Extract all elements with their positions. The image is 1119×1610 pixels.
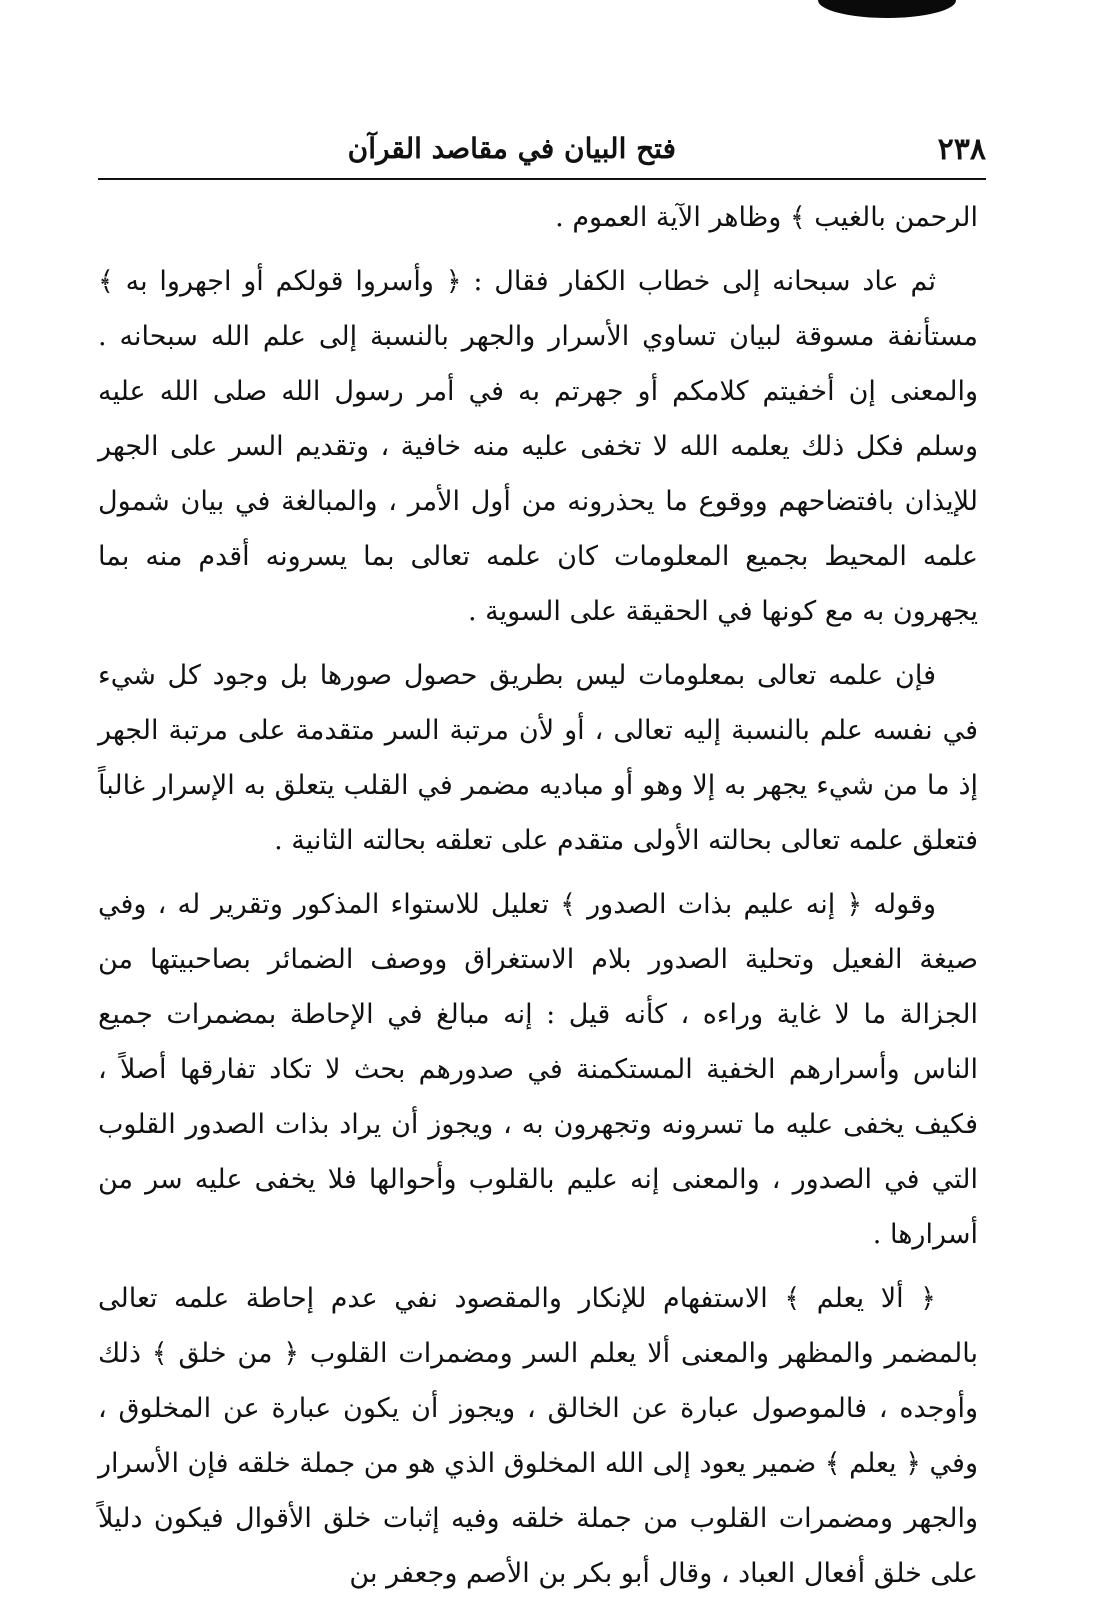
running-title: فتح البيان في مقاصد القرآن	[347, 132, 676, 165]
paragraph: ثم عاد سبحانه إلى خطاب الكفار فقال : ﴿ وأسروا قولكم أو اجهروا به ﴾ مستأنفة مسوقة لبيان تساوي الأسرار والجهر بالنسبة إلى علم الله سبحانه . والمعنى إن أخفيتم كلامكم أو جهرتم به في أمر رسول الله صلى الله عليه وسلم فكل ذلك يعلمه الله لا تخفى عليه منه خافية ، وتقديم السر على الجهر للإيذان بافتضاحهم ووقوع ما يحذرونه من أول الأمر ، والمبالغة في بيان شمول علمه المحيط بجميع المعلومات كان علمه تعالى بما يسرونه أقدم منه بما يجهرون به مع كونها في الحقيقة على السوية .	[98, 266, 978, 627]
paragraph: الرحمن بالغيب ﴾ وظاهر الآية العموم .	[555, 202, 978, 233]
paragraph: ﴿ ألا يعلم ﴾ الاستفهام للإنكار والمقصود نفي عدم إحاطة علمه تعالى بالمضمر والمظهر والمعنى ألا يعلم السر ومضمرات القلوب ﴿ من خلق ﴾ ذلك وأوجده ، فالموصول عبارة عن الخالق ، ويجوز أن يكون عبارة عن المخلوق ، وفي ﴿ يعلم ﴾ ضمير يعود إلى الله المخلوق الذي هو من جملة خلقه فإن الأسرار والجهر ومضمرات القلوب من جملة خلقه وفيه إثبات خلق الأقوال فيكون دليلاً على خلق أفعال العباد ، وقال أبو بكر بن الأصم وجعفر بن	[98, 1283, 978, 1589]
paragraph: فإن علمه تعالى بمعلومات ليس بطريق حصول صورها بل وجود كل شيء في نفسه علم بالنسبة إليه تعالى ، أو لأن مرتبة السر متقدمة على مرتبة الجهر إذ ما من شيء يجهر به إلا وهو أو مباديه مضمر في القلب يتعلق به الإسرار غالباً فتعلق علمه تعالى بحالته الأولى متقدم على تعلقه بحالته الثانية .	[98, 660, 978, 856]
page-header	[98, 128, 986, 172]
paragraph: وقوله ﴿ إنه عليم بذات الصدور ﴾ تعليل للاستواء المذكور وتقرير له ، وفي صيغة الفعيل وتحلية الصدور بلام الاستغراق ووصف الضمائر بصاحبيتها من الجزالة ما لا غاية وراءه ، كأنه قيل : إنه مبالغ في الإحاطة بمضمرات جميع الناس وأسرارهم الخفية المستكمنة في صدورهم بحث لا تكاد تفارقها أصلاً ، فكيف يخفى عليه ما تسرونه وتجهرون به ، ويجوز أن يراد بذات الصدور القلوب التي في الصدور ، والمعنى إنه عليم بالقلوب وأحوالها فلا يخفى عليه سر من أسرارها .	[98, 889, 978, 1250]
scan-ink-blot	[818, 0, 956, 18]
page-number: ٢٣٨	[937, 132, 986, 167]
page-body-text	[98, 190, 978, 1610]
header-divider	[98, 178, 986, 180]
